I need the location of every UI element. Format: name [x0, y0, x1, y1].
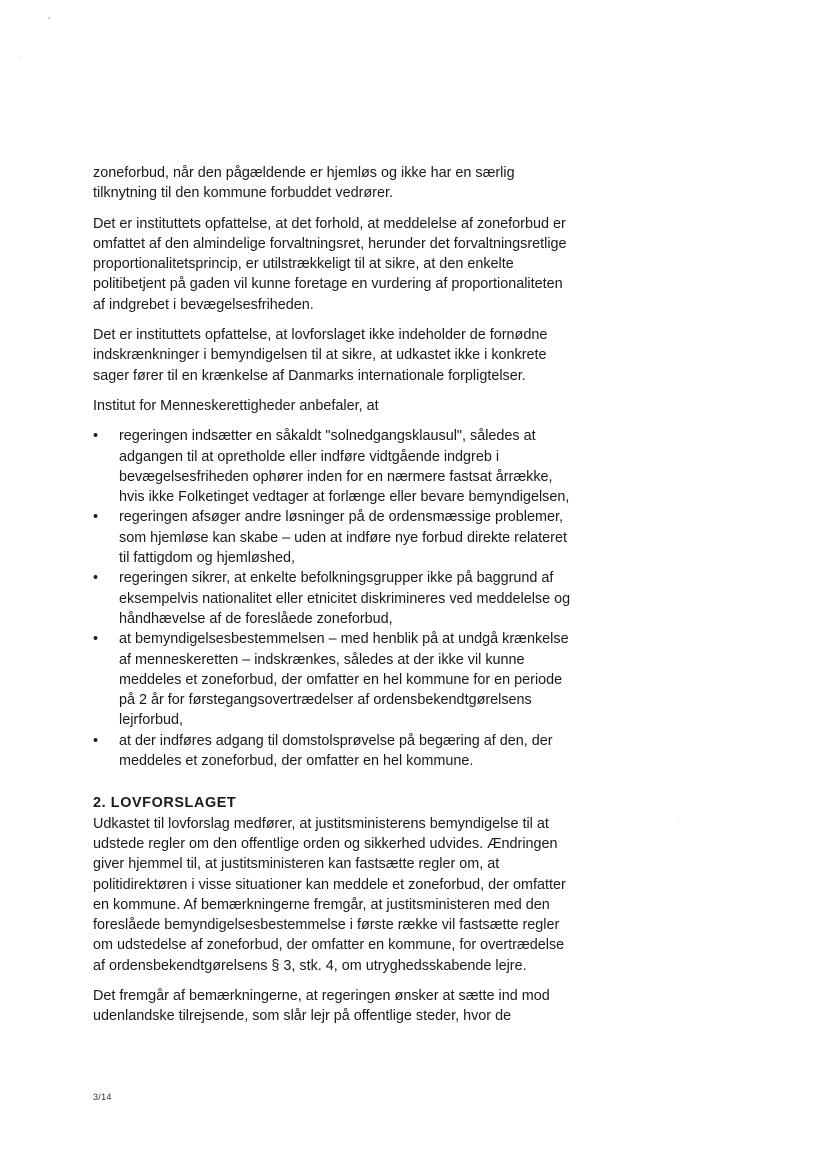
- scan-speck: [48, 17, 50, 19]
- bullet-icon: •: [93, 631, 99, 648]
- list-item: [93, 629, 573, 730]
- paragraph: Det er instituttets opfattelse, at lovforslaget ikke indeholder de fornødne indskrænkninger i bemyndigelsen til at sikre, at udkastet ikke i konkrete sager fører til en krænkelse af Danmarks internationale forpligtelser.: [93, 327, 548, 384]
- scan-speck: [19, 57, 20, 58]
- recommendations-list: [93, 426, 573, 771]
- bullet-icon: •: [93, 570, 99, 587]
- paragraph: zoneforbud, når den pågældende er hjemløs og ikke har en særlig tilknytning til den kommune forbuddet vedrører.: [93, 165, 515, 202]
- list-item: [93, 568, 573, 629]
- paragraph: Udkastet til lovforslag medfører, at justitsministerens bemyndigelse til at udstede regler om den offentlige orden og sikkerhed udvides. Ændringen giver hjemmel til, at justitsministeren kan fastsætte regler om, at politidirektøren i visse situationer kan meddele et zoneforbud, der omfatter en kommune. Af bemærkningerne fremgår, at justitsministeren med den foreslåede bemyndigelsesbestemmelse i første række vil fastsætte regler om udstedelse af zoneforbud, der omfatter en kommune, for overtrædelse af ordensbekendtgørelsens § 3, stk. 4, om utryghedsskabende lejre.: [93, 815, 566, 974]
- list-item-text: at der indføres adgang til domstolsprøvelse på begæring af den, der meddeles et zoneforbud, der omfatter en hel kommune.: [119, 732, 553, 770]
- paragraph: Det fremgår af bemærkningerne, at regeringen ønsker at sætte ind mod udenlandske tilrejsende, som slår lejr på offentlige steder, hvor de: [93, 987, 550, 1025]
- paragraph-intro-recommendations: Institut for Menneskerettigheder anbefaler, at: [93, 397, 379, 414]
- bullet-icon: •: [93, 509, 99, 526]
- list-item-text: regeringen afsøger andre løsninger på de ordensmæssige problemer, som hjemløse kan skabe – uden at indføre nye forbud direkte relateret til fattigdom og hjemløshed,: [119, 509, 567, 567]
- document-body: [93, 163, 573, 1037]
- page-number: 3/14: [93, 1092, 112, 1102]
- scan-speck: [678, 820, 679, 821]
- list-item-text: regeringen indsætter en såkaldt "solnedgangsklausul", således at adgangen til at opretholde eller indføre vidtgående indgreb i bevægelsesfriheden ophører inden for en nærmere fastsat årrække, hvis ikke Folketinget vedtager at forlænge eller bevare bemyndigelsen,: [119, 428, 570, 506]
- section-heading: 2. LOVFORSLAGET: [93, 795, 237, 812]
- list-item-text: at bemyndigelsesbestemmelsen – med henblik på at undgå krænkelse af menneskeretten – indskrænkes, således at der ikke vil kunne meddeles et zoneforbud, der omfatter en hel kommune for en periode på 2 år for førstegangsovertrædelser af ordensbekendtgørelsens lejrforbud,: [119, 631, 569, 729]
- paragraph: Det er instituttets opfattelse, at det forhold, at meddelelse af zoneforbud er omfattet af den almindelige forvaltningsret, herunder det forvaltningsretlige proportionalitetsprincip, er utilstrækkeligt til at sikre, at den enkelte politibetjent på gaden vil kunne foretage en vurdering af proportionaliteten af indgrebet i bevægelsesfriheden.: [93, 215, 567, 313]
- bullet-icon: •: [93, 732, 99, 749]
- bullet-icon: •: [93, 428, 99, 445]
- list-item: [93, 507, 573, 568]
- list-item-text: regeringen sikrer, at enkelte befolkningsgrupper ikke på baggrund af eksempelvis nationalitet eller etnicitet diskrimineres ved meddelelse og håndhævelse af de foreslåede zoneforbud,: [119, 570, 571, 627]
- list-item: [93, 731, 573, 772]
- list-item: [93, 426, 573, 507]
